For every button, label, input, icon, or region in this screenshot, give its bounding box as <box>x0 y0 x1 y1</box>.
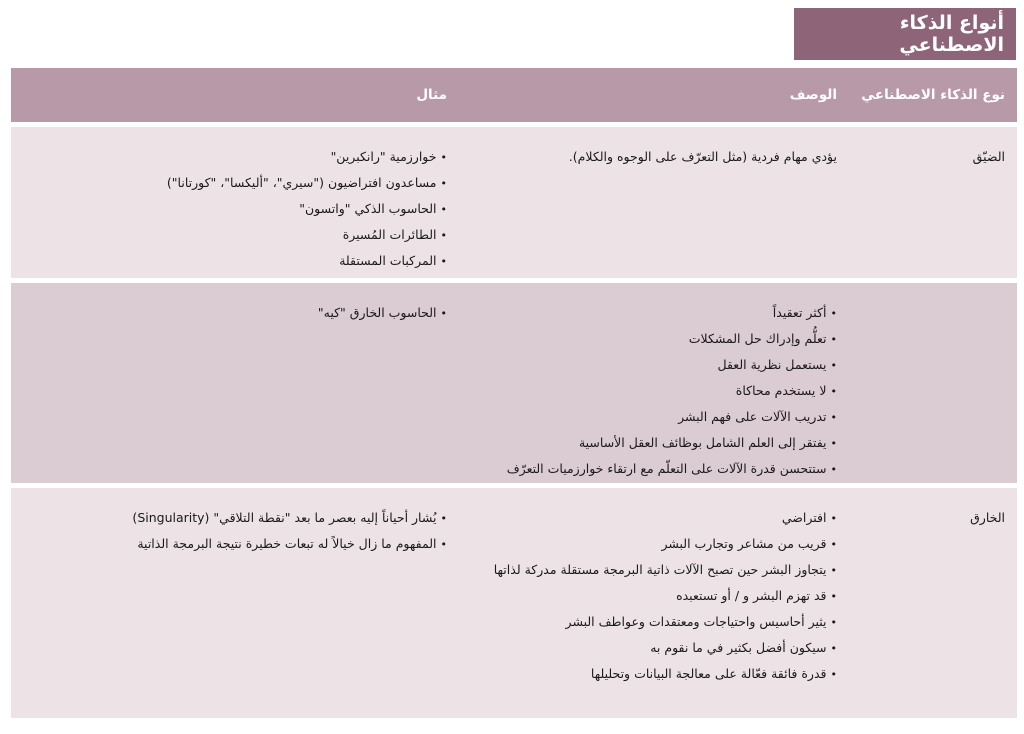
list-item: • قد تهزم البشر و / أو تستعبده <box>676 588 837 603</box>
list-item: • الحاسوب الذكي "واتسون" <box>299 201 447 216</box>
table-header <box>11 68 1017 122</box>
list-item: • قريب من مشاعر وتجارب البشر <box>661 536 837 551</box>
list-item: • تعلُّم وإدراك حل المشكلات <box>688 331 837 346</box>
table-row <box>11 127 1017 278</box>
row-type: الضيّق <box>972 149 1005 164</box>
list-item: • لا يستخدم محاكاة <box>735 383 837 398</box>
example-list <box>11 505 447 557</box>
list-item: • المركبات المستقلة <box>339 253 447 268</box>
list-item: • سيكون أفضل بكثير في ما نقوم به <box>650 640 837 655</box>
list-item: • يفتقر إلى العلم الشامل بوظائف العقل الأساسية <box>578 435 837 450</box>
list-item: • المفهوم ما زال خيالاً له تبعات خطيرة نتيجة البرمجة الذاتية <box>137 536 447 551</box>
row-type <box>847 283 1017 483</box>
list-item: • يُشار أحياناً إليه بعصر ما بعد "نقطة التلاقي" (Singularity) <box>132 510 447 525</box>
list-item: • مساعدون افتراضيون ("سيري"، "أليكسا"، "كورتانا") <box>166 175 447 190</box>
description-list <box>457 300 837 482</box>
table-row <box>11 488 1017 718</box>
list-item: • الحاسوب الخارق "كيه" <box>317 305 447 320</box>
list-item: • افتراضي <box>781 510 837 525</box>
page-title: أنواع الذكاء الاصطناعي <box>794 8 1016 60</box>
row-description: يؤدي مهام فردية (مثل التعرّف على الوجوه والكلام). <box>568 149 837 164</box>
example-list <box>11 144 447 274</box>
table-row <box>11 283 1017 483</box>
row-type: الخارق <box>970 510 1005 525</box>
list-item: • أكثر تعقيداً <box>772 305 837 320</box>
header-example: مثال <box>416 87 447 103</box>
header-type: نوع الذكاء الاصطناعي <box>861 87 1005 103</box>
example-list <box>11 300 447 326</box>
list-item: • يثير أحاسيس واحتياجات ومعتقدات وعواطف البشر <box>565 614 837 629</box>
list-item: • يتجاوز البشر حين تصبح الآلات ذاتية البرمجة مستقلة مدركة لذاتها <box>493 562 837 577</box>
list-item: • ستتحسن قدرة الآلات على التعلّم مع ارتقاء خوارزميات التعرّف <box>506 461 837 476</box>
ai-types-table <box>11 68 1017 718</box>
list-item: • الطائرات المُسيرة <box>342 227 447 242</box>
description-list <box>457 505 837 687</box>
list-item: • تدريب الآلات على فهم البشر <box>678 409 837 424</box>
header-description: الوصف <box>789 87 837 103</box>
list-item: • قدرة فائقة فعّالة على معالجة البيانات وتحليلها <box>590 666 837 681</box>
list-item: • خوارزمية "رانكبرين" <box>330 149 447 164</box>
list-item: • يستعمل نظرية العقل <box>717 357 837 372</box>
